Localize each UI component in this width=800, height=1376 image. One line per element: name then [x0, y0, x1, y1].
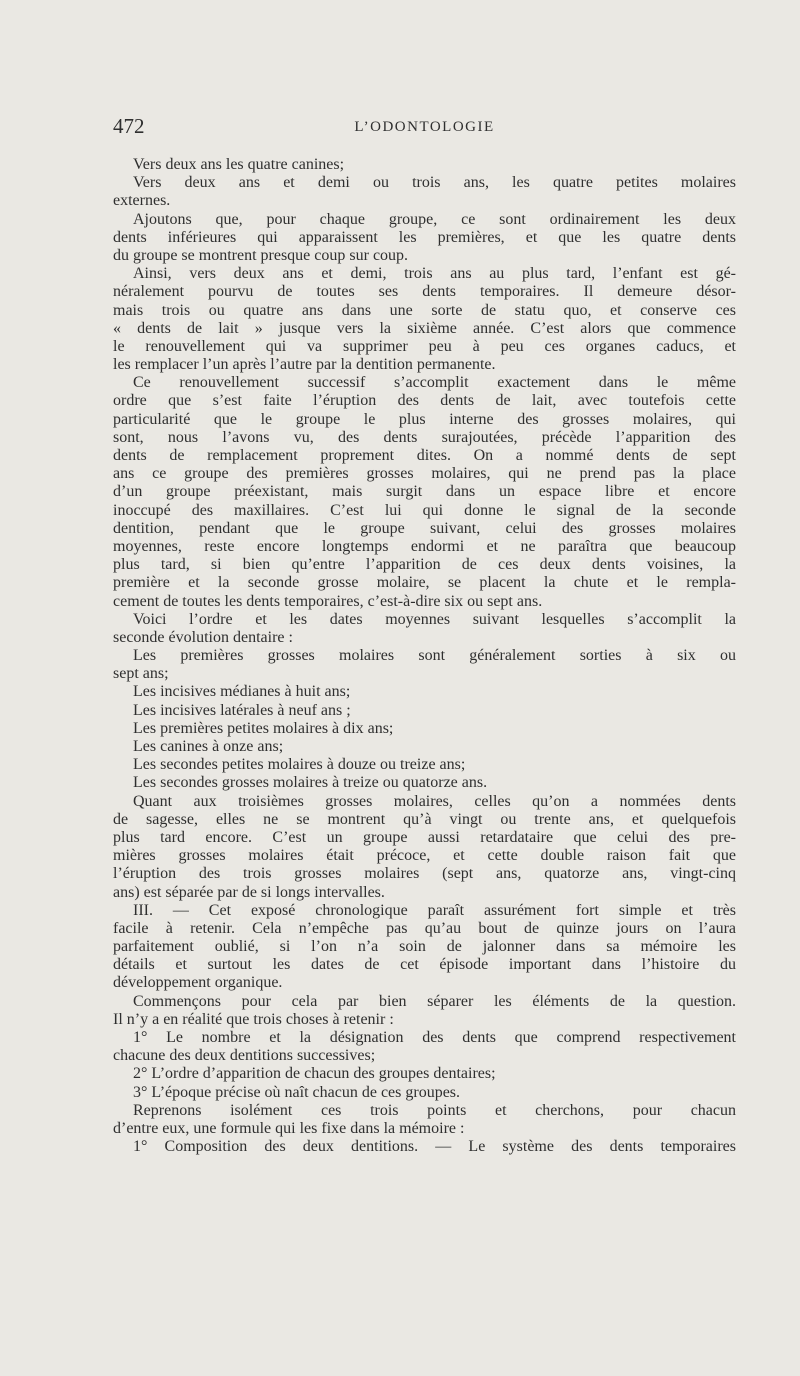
text-line: cement de toutes les dents temporaires, c’est-à-dire six ou sept ans.: [113, 592, 543, 610]
text-line: Les incisives médianes à huit ans;: [133, 683, 351, 701]
text-line: dentition, pendant que le groupe suivant, celui des grosses molaires: [113, 519, 736, 537]
text-line: d’entre eux, une formule qui les fixe dans la mémoire :: [113, 1119, 465, 1137]
text-line: Voici l’ordre et les dates moyennes suivant lesquelles s’accomplit la: [133, 610, 736, 628]
text-line: Quant aux troisièmes grosses molaires, celles qu’on a nommées dents: [133, 792, 736, 810]
text-line: Ainsi, vers deux ans et demi, trois ans au plus tard, l’enfant est gé-: [133, 265, 736, 283]
text-line: néralement pourvu de toutes ses dents temporaires. Il demeure désor-: [113, 283, 736, 301]
text-line: Les secondes petites molaires à douze ou treize ans;: [133, 756, 466, 774]
text-line: externes.: [113, 192, 171, 210]
text-line: seconde évolution dentaire :: [113, 628, 293, 646]
text-line: du groupe se montrent presque coup sur coup.: [113, 246, 409, 264]
text-line: l’éruption des trois grosses molaires (sept ans, quatorze ans, vingt-cinq: [113, 865, 736, 883]
text-line: 1° Le nombre et la désignation des dents que comprend respectivement: [133, 1029, 736, 1046]
text-line: Il n’y a en réalité que trois choses à retenir :: [113, 1010, 394, 1028]
text-line: ans) est séparée par de si longs intervalles.: [113, 883, 385, 901]
text-line: Les premières petites molaires à dix ans;: [133, 719, 394, 737]
text-line: Les secondes grosses molaires à treize ou quatorze ans.: [133, 774, 488, 792]
page-header: [113, 114, 736, 144]
text-line: Commençons pour cela par bien séparer les éléments de la question.: [133, 992, 736, 1010]
text-line: ans ce groupe des premières grosses molaires, qui ne prend pas la place: [113, 465, 736, 483]
text-line: le renouvellement qui va supprimer peu à peu ces organes caducs, et: [113, 337, 736, 355]
text-line: plus tard, si bien qu’entre l’apparition de ces deux dents voisines, la: [113, 556, 736, 574]
text-line: ordre que s’est faite l’éruption des dents de lait, avec toutefois cette: [113, 392, 736, 410]
text-line: dents inférieures qui apparaissent les premières, et que les quatre dents: [113, 228, 736, 246]
text-line: Ce renouvellement successif s’accomplit exactement dans le même: [133, 374, 736, 392]
text-line: 1° Composition des deux dentitions. — Le système des dents temporaires: [133, 1138, 736, 1156]
text-line: chacune des deux dentitions successives;: [113, 1047, 376, 1065]
text-line: développement organique.: [113, 974, 283, 992]
text-line: mières grosses molaires était précoce, et cette double raison fait que: [113, 847, 736, 865]
text-line: première et la seconde grosse molaire, se placent la chute et le rempla-: [113, 574, 736, 592]
text-line: détails et surtout les dates de cet épisode important dans l’histoire du: [113, 956, 736, 974]
text-line: sept ans;: [113, 665, 169, 683]
page-number: 472: [113, 114, 145, 138]
text-line: III. — Cet exposé chronologique paraît assurément fort simple et très: [133, 901, 736, 919]
text-line: « dents de lait » jusque vers la sixième année. C’est alors que commence: [113, 319, 736, 337]
text-line: d’un groupe préexistant, mais surgit dans un espace libre et encore: [113, 483, 736, 501]
text-line: Les canines à onze ans;: [133, 738, 284, 755]
text-line: sont, nous l’avons vu, des dents surajoutées, précède l’apparition des: [113, 428, 736, 446]
text-line: Les premières grosses molaires sont généralement sorties à six ou: [133, 647, 736, 665]
text-line: Ajoutons que, pour chaque groupe, ce sont ordinairement les deux: [133, 210, 736, 228]
body-text: [113, 156, 736, 1156]
text-line: Vers deux ans et demi ou trois ans, les quatre petites molaires: [133, 174, 736, 192]
text-line: inoccupé des maxillaires. C’est lui qui donne le signal de la seconde: [113, 501, 736, 519]
text-line: parfaitement oublié, si l’on n’a soin de jalonner dans sa mémoire les: [113, 938, 736, 956]
running-title: L’ODONTOLOGIE: [354, 119, 495, 135]
text-line: Vers deux ans les quatre canines;: [133, 156, 345, 173]
text-line: Reprenons isolément ces trois points et cherchons, pour chacun: [133, 1101, 736, 1119]
text-line: facile à retenir. Cela n’empêche pas qu’au bout de quinze jours on l’aura: [113, 919, 736, 937]
text-line: les remplacer l’un après l’autre par la dentition permanente.: [113, 356, 496, 374]
text-line: Les incisives latérales à neuf ans ;: [133, 701, 351, 719]
text-line: mais trois ou quatre ans dans une sorte de statu quo, et conserve ces: [113, 301, 736, 319]
text-line: moyennes, reste encore longtemps endormi et ne paraîtra que beaucoup: [113, 537, 736, 555]
text-line: de sagesse, elles ne se montrent qu’à vingt ou trente ans, et quelquefois: [113, 810, 736, 828]
text-line: plus tard encore. C’est un groupe aussi retardataire que celui des pre-: [113, 828, 736, 846]
text-line: 2° L’ordre d’apparition de chacun des groupes dentaires;: [133, 1065, 496, 1083]
text-line: particularité que le groupe le plus interne des grosses molaires, qui: [113, 410, 736, 428]
text-line: 3° L’époque précise où naît chacun de ces groupes.: [133, 1083, 461, 1101]
text-line: dents de remplacement proprement dites. On a nommé dents de sept: [113, 447, 736, 464]
